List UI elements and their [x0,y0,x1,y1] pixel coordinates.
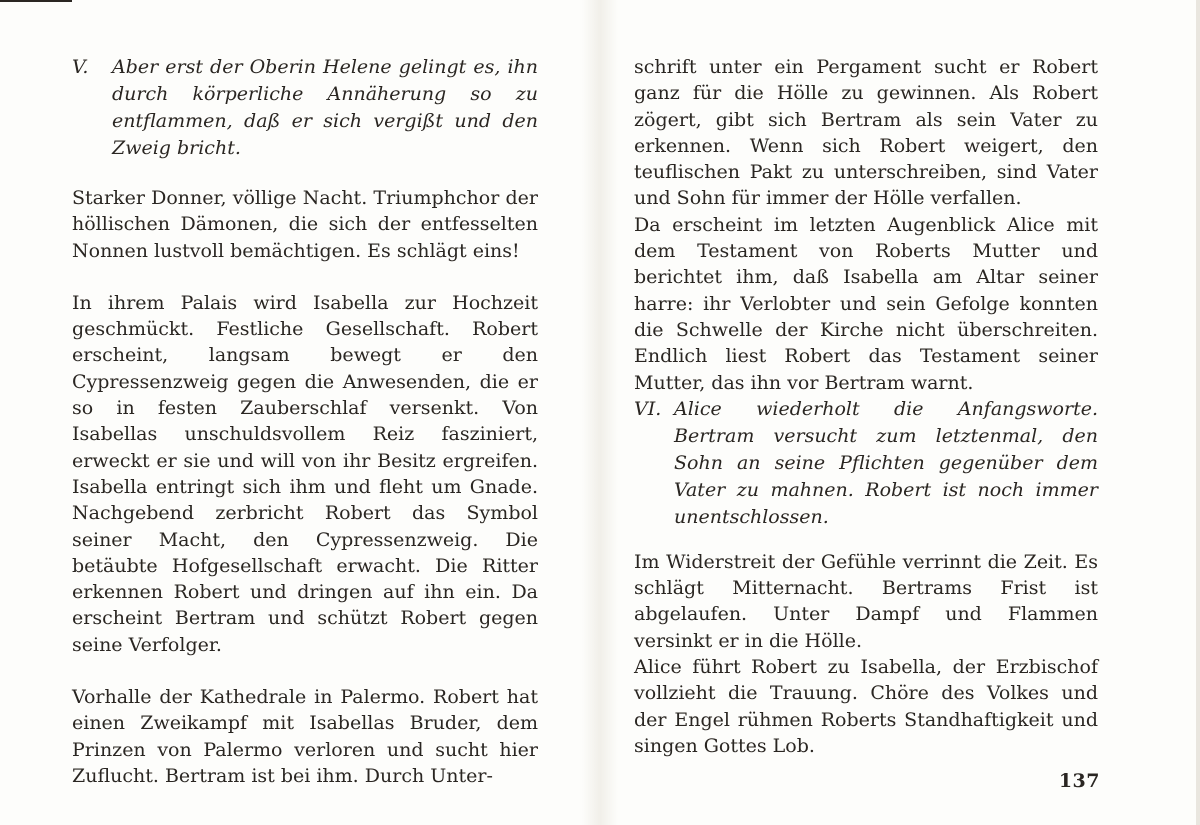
page-number: 137 [1058,770,1100,792]
scene-summary: Alice wiederholt die Anfangsworte. Bertram versucht zum letztenmal, den Sohn an seine Pflichten gegenüber dem Vater zu mahnen. Robert ist noch immer unentschlossen. [674,397,1098,528]
paragraph: In ihrem Palais wird Isabella zur Hochzeit geschmückt. Festliche Gesellschaft. Robert erscheint, langsam bewegt er den Cypressenzweig gegen die Anwesenden, die er so in festen Zauberschlaf versenkt. Von Isabellas unschuldsvollem Reiz fasziniert, erweckt er sie und will von ihr Besitz ergreifen. Isabella entringt sich ihm und fleht um Gnade. Nachgebend zerbricht Robert das Symbol seiner Macht, den Cypressenzweig. Die betäubte Hofgesellschaft erwacht. Die Ritter erkennen Robert und dringen auf ihn ein. Da erscheint Bertram und schützt Robert gegen seine Verfolger. [72,291,538,656]
scene-number: VI. [634,397,662,420]
paragraph: Im Widerstreit der Gefühle verrinnt die Zeit. Es schlägt Mitternacht. Bertrams Frist ist abgelaufen. Unter Dampf und Flammen versinkt er in die Hölle. [634,550,1098,652]
scan-edge-line [0,0,72,2]
right-page [634,54,1098,759]
scene-heading-vi [634,396,1098,531]
paragraph: schrift unter ein Pergament sucht er Robert ganz für die Hölle zu gewinnen. Als Robert zögert, gibt sich Bertram als sein Vater zu erkennen. Wenn sich Robert weigert, den teuflischen Pakt zu unterschreiben, sind Vater und Sohn für immer der Hölle verfallen. [634,56,1098,210]
paragraph: Vorhalle der Kathedrale in Palermo. Robert hat einen Zweikampf mit Isabellas Bruder, dem Prinzen von Palermo verloren und sucht hier Zuflucht. Bertram ist bei ihm. Durch Unter- [72,686,538,787]
paragraph: Starker Donner, völlige Nacht. Triumphchor der höllischen Dämonen, die sich der entfesselten Nonnen lustvoll bemächtigen. Es schlägt eins! [72,187,538,262]
paragraph: Da erscheint im letzten Augenblick Alice mit dem Testament von Roberts Mutter und berichtet ihm, daß Isabella am Altar seiner harre: ihr Verlobter und sein Gefolge konnten die Schwelle der Kirche nicht überschreiten. Endlich liest Robert das Testament seiner Mutter, das ihn vor Bertram warnt. [634,213,1098,394]
paragraph: Alice führt Robert zu Isabella, der Erzbischof vollzieht die Trauung. Chöre des Volkes und der Engel rühmen Roberts Standhaftigkeit und singen Gottes Lob. [634,656,1098,757]
left-page [72,54,538,789]
scene-heading-v [72,54,538,162]
scene-number: V. [72,56,89,78]
book-gutter [582,0,618,825]
page-edge [1196,0,1200,825]
scene-summary: Aber erst der Oberin Helene gelingt es, ihn durch körperliche Annäherung so zu entflammen, daß er sich vergißt und den Zweig bricht. [112,56,538,159]
